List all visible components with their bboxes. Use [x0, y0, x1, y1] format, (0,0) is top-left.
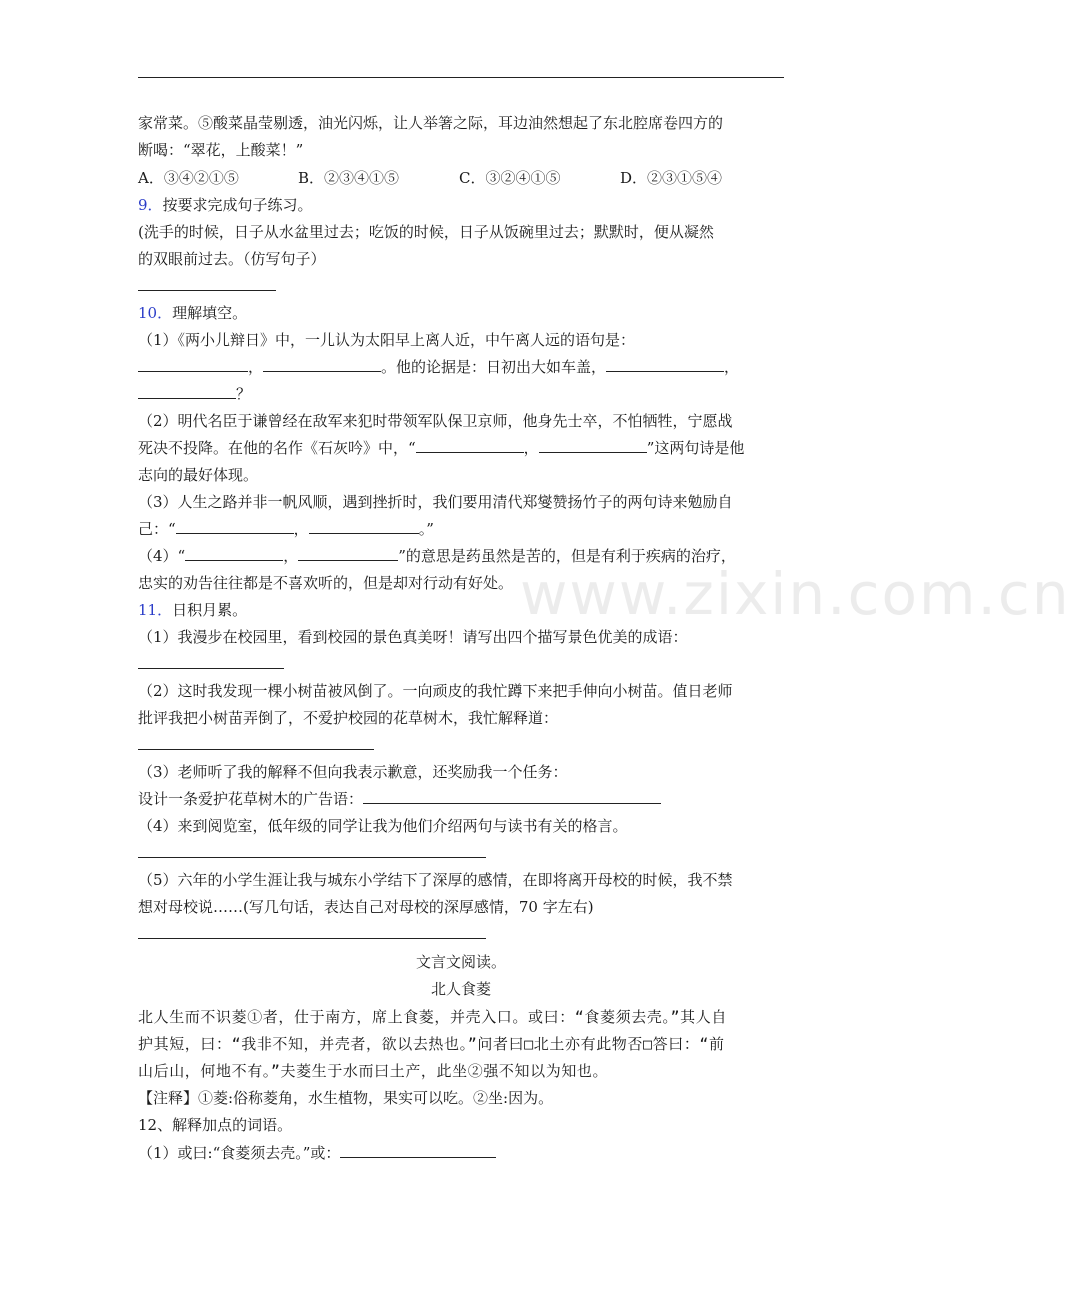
q12-title: 12、解释加点的词语。 — [138, 1116, 293, 1134]
q10-p1-blank-4[interactable] — [138, 384, 236, 399]
q11-p3-line1: （3）老师听了我的解释不但向我表示歉意，还奖励我一个任务： — [138, 763, 568, 781]
q10-p1-line3: ？ — [138, 384, 251, 404]
q10-p3-line2: 己：“ ， 。” — [138, 520, 434, 538]
q11-p4-answer[interactable] — [138, 843, 486, 863]
q8-text-line1: 家常菜。⑤酸菜晶莹剔透，油光闪烁，让人举箸之际，耳边油然想起了东北腔席卷四方的 — [138, 114, 724, 132]
q10-number: 10． — [138, 304, 173, 322]
q9-number: 9． — [138, 196, 163, 214]
header-rule — [138, 77, 784, 78]
q10-heading — [138, 303, 247, 323]
q9-heading — [138, 195, 313, 215]
q11-p5-answer[interactable] — [138, 924, 486, 944]
q10-p2-blank-2[interactable] — [539, 438, 647, 453]
q10-p2-line3: 志向的最好体现。 — [138, 466, 259, 484]
q10-p1-blank-3[interactable] — [606, 357, 724, 372]
reading-passage-line2: 护其短，曰：“我非不知，并壳者，欲以去热也。”问者曰□北土亦有此物否□答曰：“前 — [138, 1035, 725, 1053]
q10-title: 理解填空。 — [172, 304, 248, 322]
q11-p2-line2: 批评我把小树苗弄倒了，不爱护校园的花草树木，我忙解释道： — [138, 709, 559, 727]
q8-text-line2: 断喝：“翠花，上酸菜！” — [138, 141, 304, 159]
q12-p1: （1）或曰:“食菱须去壳。”或： — [138, 1143, 496, 1163]
q12-p1-blank[interactable] — [340, 1143, 496, 1158]
q11-title: 日积月累。 — [172, 601, 248, 619]
q11-p1: （1）我漫步在校园里，看到校园的景色真美呀！请写出四个描写景色优美的成语： — [138, 628, 688, 646]
watermark: www.zixin.com.cn — [520, 560, 1071, 628]
q11-p3-line2: 设计一条爱护花草树木的广告语： — [138, 789, 661, 809]
q10-p3-line1: （3）人生之路并非一帆风顺，遇到挫折时，我们要用清代郑燮赞扬竹子的两句诗来勉励自 — [138, 493, 733, 511]
q10-p3-blank-2[interactable] — [309, 519, 419, 534]
q10-p4-line1: （4）“ ， ”的意思是药虽然是苦的，但是有利于疾病的治疗， — [138, 547, 736, 565]
q11-p3-blank[interactable] — [363, 789, 661, 804]
q11-p4: （4）来到阅览室，低年级的同学让我为他们介绍两句与读书有关的格言。 — [138, 817, 628, 835]
q11-p1-answer[interactable] — [138, 654, 284, 674]
reading-notes: 【注释】①菱:俗称菱角，水生植物，果实可以吃。②坐:因为。 — [138, 1089, 554, 1107]
reading-section-title: 文言文阅读。 — [415, 953, 506, 971]
q8-option-c[interactable]: C．③②④①⑤ — [459, 169, 561, 187]
q9-title: 按要求完成句子练习。 — [162, 196, 313, 214]
q9-answer-line[interactable] — [138, 276, 276, 296]
q10-p2-line2: 死决不投降。在他的名作《石灰吟》中，“ ， ”这两句诗是他 — [138, 439, 745, 457]
q11-p5-line1: （5）六年的小学生涯让我与城东小学结下了深厚的感情，在即将离开母校的时候，我不禁 — [138, 871, 733, 889]
q11-heading — [138, 600, 247, 620]
q11-p2-answer[interactable] — [138, 735, 374, 755]
q8-option-b[interactable]: B．②③④①⑤ — [298, 169, 400, 187]
q10-p4-line2: 忠实的劝告往往都是不喜欢听的，但是却对行动有好处。 — [138, 574, 514, 592]
q9-text-line1: (洗手的时候，日子从水盆里过去；吃饭的时候，日子从饭碗里过去；默默时，便从凝然 — [138, 223, 714, 241]
q10-p4-blank-2[interactable] — [298, 546, 398, 561]
reading-passage-line3: 山后山，何地不有。”夫菱生于水而曰土产，此坐②强不知以为知也。 — [138, 1062, 609, 1080]
q10-p1-line2: ， 。他的论据是：日初出大如车盖， ， — [138, 357, 739, 377]
q10-p3-blank-1[interactable] — [176, 519, 294, 534]
q9-text-line2: 的双眼前过去。（仿写句子） — [138, 250, 326, 268]
q11-number: 11． — [138, 601, 173, 619]
q10-p1-blank-1[interactable] — [138, 357, 248, 372]
q10-p1-blank-2[interactable] — [263, 357, 381, 372]
q11-p5-line2: 想对母校说……(写几句话，表达自己对母校的深厚感情，70 字左右) — [138, 898, 594, 916]
q8-option-a[interactable]: A．③④②①⑤ — [138, 169, 239, 187]
q10-p2-line1: （2）明代名臣于谦曾经在敌军来犯时带领军队保卫京师，他身先士卒，不怕牺牲，宁愿战 — [138, 412, 733, 430]
q8-option-d[interactable]: D．②③①⑤④ — [620, 169, 723, 187]
q10-p1-line1: （1）《两小儿辩日》中，一儿认为太阳早上离人近，中午离人远的语句是： — [138, 331, 636, 349]
reading-passage-line1: 北人生而不识菱①者，仕于南方，席上食菱，并壳入口。或曰：“食菱须去壳。”其人自 — [138, 1008, 727, 1026]
reading-passage-title: 北人食菱 — [430, 980, 491, 998]
q11-p2-line1: （2）这时我发现一棵小树苗被风倒了。一向顽皮的我忙蹲下来把手伸向小树苗。值日老师 — [138, 682, 733, 700]
q10-p2-blank-1[interactable] — [416, 438, 524, 453]
q10-p4-blank-1[interactable] — [185, 546, 283, 561]
